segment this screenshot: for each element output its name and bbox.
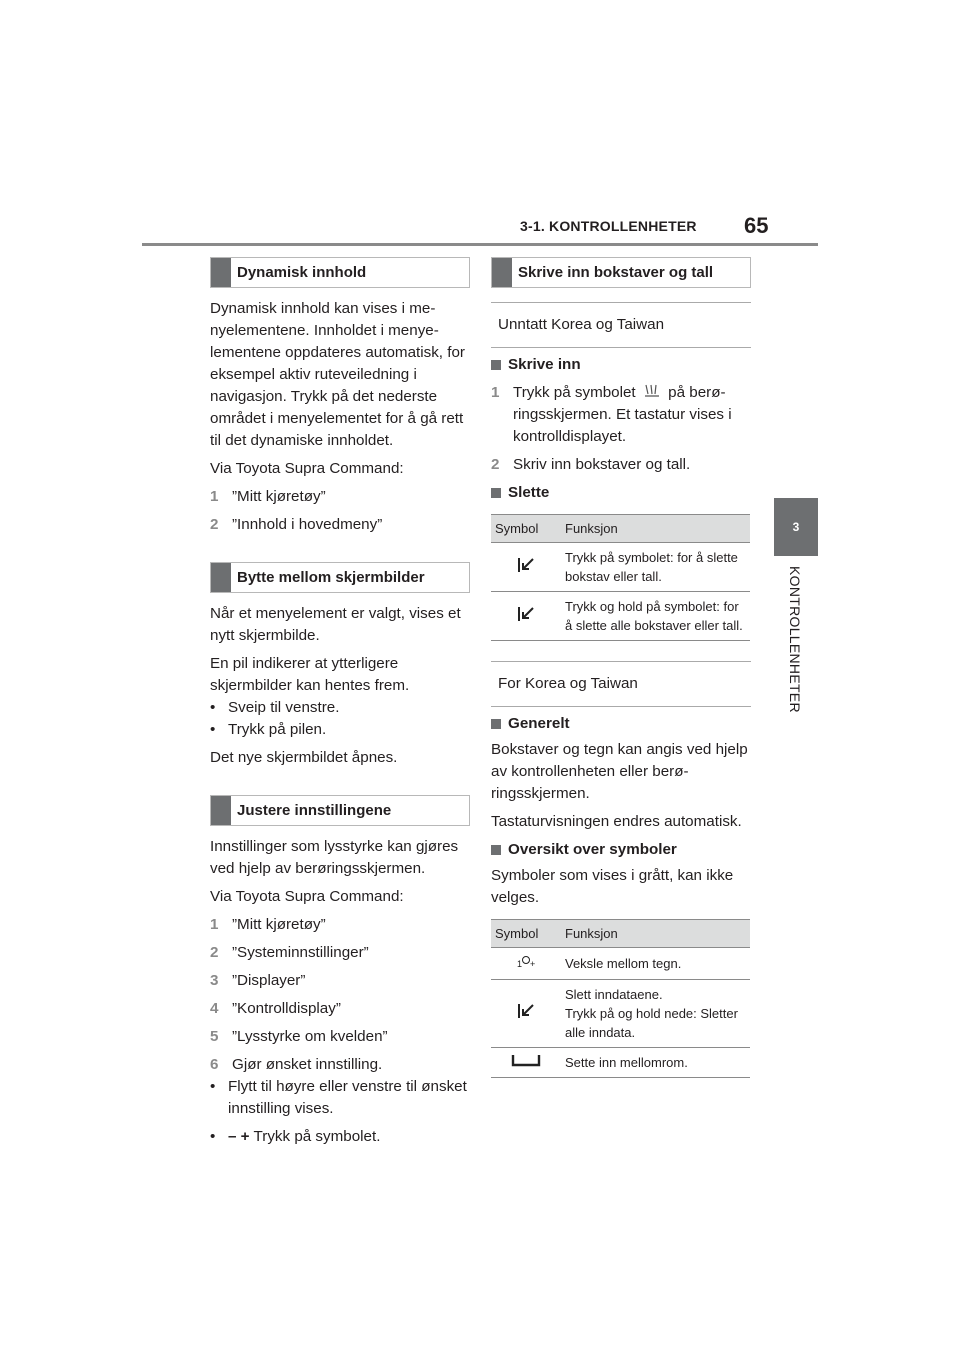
square-bullet-icon — [491, 488, 501, 498]
function-cell: Sette inn mellomrom. — [561, 1048, 750, 1078]
table-row — [491, 948, 750, 980]
page-number: 65 — [744, 213, 769, 238]
svg-text:1: 1 — [517, 959, 523, 969]
step-number: 3 — [210, 972, 219, 989]
bullet-text-with-icons — [228, 1126, 380, 1148]
table-header: Funksjon — [561, 920, 750, 948]
heading-bar — [211, 796, 231, 825]
table-row — [491, 980, 750, 1048]
step-text: ”Mitt kjøretøy” — [232, 488, 326, 505]
step-item — [491, 382, 751, 448]
bullet-text: Trykk på pilen. — [228, 721, 327, 738]
region-label: Unntatt Korea og Taiwan — [498, 316, 665, 333]
step-number: 1 — [210, 916, 219, 933]
bullet-text: Flytt til høyre eller venstre til ønsket innstilling vises. — [228, 1078, 467, 1117]
paragraph: Når et menyelement er valgt, vises et nytt skjermbilde. — [210, 605, 461, 644]
subheading-text: Skrive inn — [508, 356, 581, 373]
step-number: 1 — [210, 488, 219, 505]
subheading-overview — [491, 839, 751, 861]
region-heading — [491, 302, 751, 348]
switch-characters-icon — [515, 953, 537, 969]
step-number: 6 — [210, 1056, 219, 1073]
step-number: 2 — [491, 456, 500, 473]
square-bullet-icon — [491, 719, 501, 729]
minus-plus-icon: – + — [228, 1128, 250, 1145]
right-column — [491, 257, 751, 1078]
function-cell: Slett inndataene. Trykk på og hold nede: Sletter alle inndata. — [561, 980, 750, 1048]
chapter-tab: 3 — [774, 498, 818, 556]
backspace-icon — [516, 1002, 536, 1020]
heading-label: Bytte mellom skjermbilder — [237, 569, 425, 586]
step-text: ”Kontrolldisplay” — [232, 1000, 341, 1017]
bullet-item: • – + Trykk på symbolet. — [210, 1126, 470, 1148]
step-number: 2 — [210, 516, 219, 533]
step-item — [491, 454, 751, 476]
table-row — [491, 1048, 750, 1078]
left-column — [210, 257, 470, 1148]
handwriting-icon — [643, 384, 661, 398]
step-item — [210, 914, 470, 936]
bullet-item: • Trykk på pilen. — [210, 719, 470, 741]
function-cell: Veksle mellom tegn. — [561, 948, 750, 980]
step-text: ”Lysstyrke om kvelden” — [232, 1028, 388, 1045]
bullet-item: • Flytt til høyre eller venstre til ønsket innstilling vises. — [210, 1076, 470, 1120]
table-header: Symbol — [491, 515, 561, 543]
step-text: ”Displayer” — [232, 972, 306, 989]
step-text-with-icon — [513, 382, 751, 448]
section-heading-adjust-settings — [210, 795, 470, 826]
subheading-text: Slette — [508, 484, 550, 501]
bullet-text: Trykk på symbolet. — [253, 1128, 381, 1145]
heading-label: Dynamisk innhold — [237, 264, 367, 281]
symbol-cell — [491, 948, 561, 980]
heading-bar — [211, 258, 231, 287]
heading-label: Justere innstillingene — [237, 802, 392, 819]
step-number: 2 — [210, 944, 219, 961]
paragraph: Det nye skjermbildet åpnes. — [210, 749, 398, 766]
step-item — [210, 942, 470, 964]
table-header: Funksjon — [561, 515, 750, 543]
step-item — [210, 514, 470, 536]
paragraph: Via Toyota Supra Command: — [210, 460, 404, 477]
step-item — [210, 486, 470, 508]
table-row — [491, 543, 750, 592]
symbol-table-overview — [491, 919, 750, 1078]
heading-bar — [211, 563, 231, 592]
backspace-icon — [516, 556, 536, 574]
symbol-table-delete — [491, 514, 750, 641]
section-header: 3-1. KONTROLLENHETER — [520, 218, 697, 234]
subheading-delete — [491, 482, 751, 504]
heading-bar — [492, 258, 512, 287]
step-text: ”Mitt kjøretøy” — [232, 916, 326, 933]
space-icon — [511, 1053, 541, 1067]
step-text: Trykk på symbolet — [513, 384, 636, 401]
paragraph: En pil indikerer at ytterligere skjermbilder kan hentes frem. — [210, 655, 410, 694]
function-cell: Trykk på symbolet: for å slette bokstav eller tall. — [561, 543, 750, 592]
symbol-cell — [491, 543, 561, 592]
step-item — [210, 1026, 470, 1048]
symbol-cell — [491, 1048, 561, 1078]
region-heading — [491, 661, 751, 707]
table-header-row — [491, 515, 750, 543]
section-heading-dynamic-content — [210, 257, 470, 288]
section-heading-enter-letters — [491, 257, 751, 288]
chapter-side-label: KONTROLLENHETER — [787, 566, 803, 713]
region-label: For Korea og Taiwan — [498, 675, 638, 692]
table-header-row — [491, 920, 750, 948]
svg-text:+: + — [530, 959, 536, 969]
paragraph: Innstillinger som lysstyrke kan gjøres ved hjelp av berøringsskjermen. — [210, 838, 459, 877]
table-row — [491, 592, 750, 641]
square-bullet-icon — [491, 845, 501, 855]
symbol-cell — [491, 592, 561, 641]
step-item — [210, 1054, 470, 1076]
paragraph: Dynamisk innhold kan vises i menyelementene. Innholdet i menyelementene oppdateres automatisk, for eksempel aktiv ruteveiledning i navigasjon. Trykk på det nederste området i menyelementet for å gå rett til det dynamiske innholdet. — [210, 300, 465, 449]
step-number: 1 — [491, 384, 500, 401]
subheading-text: Generelt — [508, 715, 570, 732]
step-text: på berøringsskjermen. Et tastatur vises i kontrolldisplayet. — [513, 384, 732, 445]
subheading-general — [491, 713, 751, 735]
bullet-text: Sveip til venstre. — [228, 699, 340, 716]
step-item — [210, 970, 470, 992]
paragraph: Tastaturvisningen endres automatisk. — [491, 813, 742, 830]
step-text: Gjør ønsket innstilling. — [232, 1056, 383, 1073]
heading-label: Skrive inn bokstaver og tall — [518, 264, 714, 281]
paragraph: Bokstaver og tegn kan angis ved hjelp av kontrollenheten eller berøringsskjermen. — [491, 741, 748, 802]
symbol-cell — [491, 980, 561, 1048]
function-cell: Trykk og hold på symbolet: for å slette alle bokstaver eller tall. — [561, 592, 750, 641]
step-text: Skriv inn bokstaver og tall. — [513, 456, 691, 473]
step-text: ”Systeminnstillinger” — [232, 944, 369, 961]
square-bullet-icon — [491, 360, 501, 370]
section-heading-switch-screens — [210, 562, 470, 593]
subheading-text: Oversikt over symboler — [508, 841, 677, 858]
step-number: 5 — [210, 1028, 219, 1045]
bullet-item: • Sveip til venstre. — [210, 697, 470, 719]
step-item — [210, 998, 470, 1020]
backspace-icon — [516, 605, 536, 623]
step-text: ”Innhold i hovedmeny” — [232, 516, 383, 533]
paragraph: Via Toyota Supra Command: — [210, 888, 404, 905]
table-header: Symbol — [491, 920, 561, 948]
subheading-write — [491, 354, 751, 376]
step-number: 4 — [210, 1000, 219, 1017]
header-rule — [142, 243, 818, 246]
paragraph: Symboler som vises i grått, kan ikke velges. — [491, 867, 734, 906]
